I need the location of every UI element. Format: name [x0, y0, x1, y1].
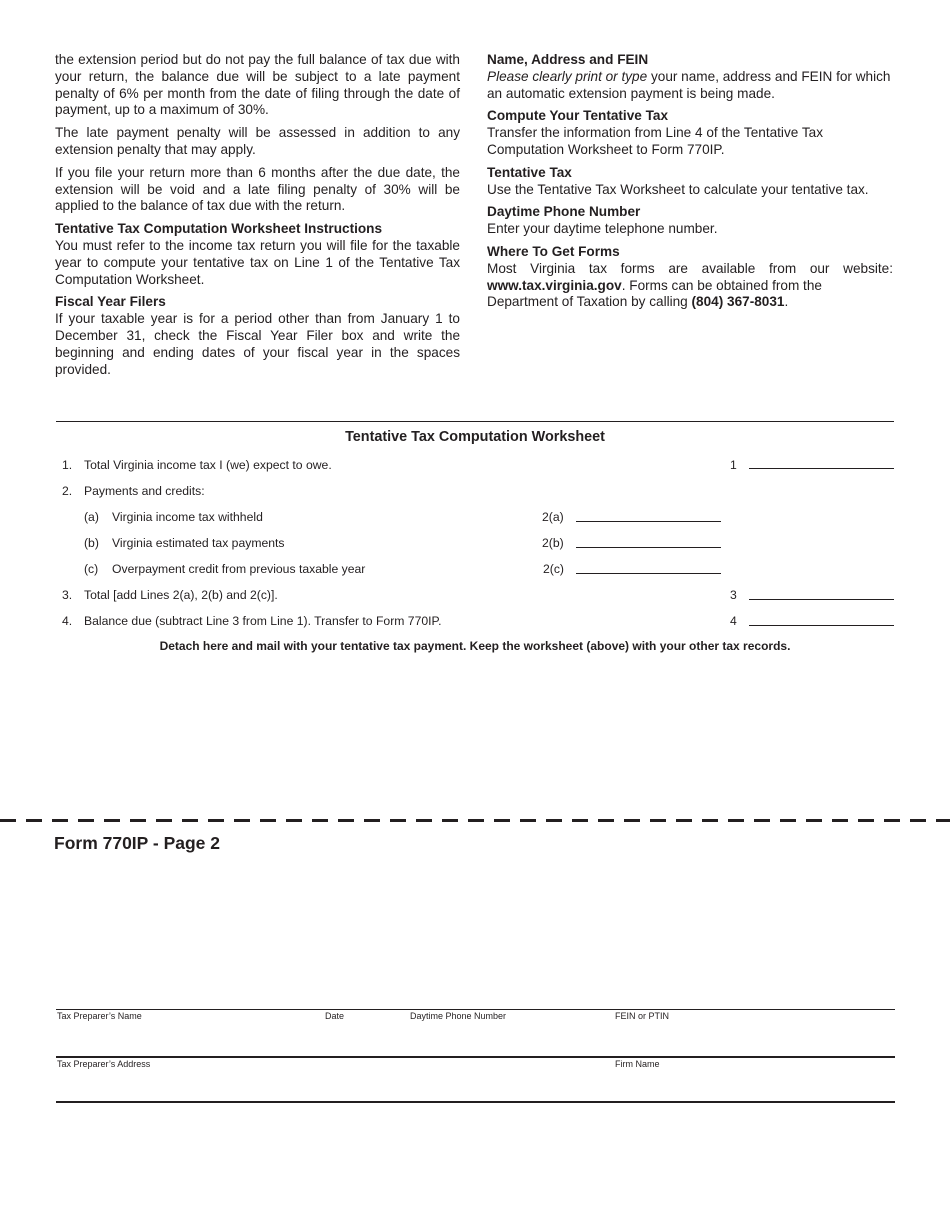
line2c-text: Overpayment credit from previous taxable year [112, 562, 366, 576]
preparer-fein-label: FEIN or PTIN [615, 1011, 670, 1021]
compute-tax-text: Transfer the information from Line 4 of the Tentative Tax Computation Worksheet to Form 770IP. [487, 125, 823, 157]
line4-text: Balance due (subtract Line 3 from Line 1). Transfer to Form 770IP. [84, 614, 442, 628]
compute-tax-heading: Compute Your Tentative Tax [487, 108, 669, 124]
get-forms-section [487, 244, 893, 311]
line1-text: Total Virginia income tax I (we) expect to owe. [84, 458, 332, 472]
line2a-entry-field[interactable] [576, 521, 721, 522]
worksheet-top-rule [56, 421, 894, 422]
detach-dashed-line [0, 819, 950, 822]
get-forms-heading: Where To Get Forms [487, 243, 620, 259]
line3-label: 3 [730, 588, 737, 602]
get-forms-text-end: . [784, 294, 789, 310]
line4-label: 4 [730, 614, 737, 628]
name-address-section [487, 52, 893, 102]
worksheet-instructions-text: You must refer to the income tax return you will file for the taxable year to compute your tentative tax on Line 1 of the Tentative Tax Computation Worksheet. [55, 237, 460, 287]
fiscal-year-section [55, 294, 460, 378]
preparer-address-row-field[interactable] [56, 1101, 895, 1103]
line2c-entry-field[interactable] [576, 573, 721, 574]
line2b-letter: (b) [84, 536, 99, 550]
worksheet-title: Tentative Tax Computation Worksheet [345, 429, 605, 445]
get-forms-text-line1: Most Virginia tax forms are available from our website: [487, 260, 893, 276]
name-address-italic-text: Please clearly print or type [487, 68, 648, 84]
preparer-phone-label: Daytime Phone Number [410, 1011, 507, 1021]
name-address-text: your name, address and FEIN for which an automatic extension payment is being made. [487, 68, 891, 101]
fiscal-year-heading: Fiscal Year Filers [55, 294, 166, 310]
late-filing-paragraph: If you file your return more than 6 months after the due date, the extension will be void and a late filing penalty of 30% will be applied to the balance of tax due with the return. [55, 164, 460, 214]
fiscal-year-text: If your taxable year is for a period other than from January 1 to December 31, check the Fiscal Year Filer box and write the beginning and ending dates of your fiscal year in the spaces provided. [55, 311, 460, 377]
line2-number: 2. [62, 484, 73, 498]
detach-instruction: Detach here and mail with your tentative tax payment. Keep the worksheet (above) with your other tax records. [159, 639, 791, 653]
line2a-label: 2(a) [542, 510, 564, 524]
preparer-address-label: Tax Preparer’s Address [57, 1059, 151, 1069]
get-forms-text: . Forms can be obtained from the Department of Taxation by calling [487, 277, 822, 310]
line2b-text: Virginia estimated tax payments [112, 536, 285, 550]
preparer-name-row-field[interactable] [56, 1056, 895, 1058]
line2c-letter: (c) [84, 562, 99, 576]
line2b-entry-field[interactable] [576, 547, 721, 548]
late-payment-paragraph: the extension period but do not pay the full balance of tax due with your return, the balance due will be subject to a late payment penalty of 6% per month from the date of filing through the date of payment, up to a maximum of 30%. [55, 52, 460, 118]
website-link[interactable]: www.tax.virginia.gov [487, 277, 622, 293]
name-address-heading: Name, Address and FEIN [487, 52, 649, 67]
right-instructions-column [487, 52, 893, 317]
line1-number: 1. [62, 458, 73, 472]
phone-text: Enter your daytime telephone number. [487, 221, 718, 237]
line2a-text: Virginia income tax withheld [112, 510, 263, 524]
phone-section [487, 204, 893, 238]
preparer-top-rule [56, 1009, 895, 1010]
compute-tax-section [487, 108, 893, 158]
line1-entry-field[interactable] [749, 468, 894, 469]
line3-entry-field[interactable] [749, 599, 894, 600]
firm-name-label: Firm Name [615, 1059, 660, 1069]
tentative-tax-section [487, 165, 893, 199]
line1-label: 1 [730, 458, 737, 472]
phone-heading: Daytime Phone Number [487, 204, 641, 220]
page-title: Form 770IP - Page 2 [54, 833, 221, 853]
line2a-letter: (a) [84, 510, 99, 524]
line3-number: 3. [62, 588, 73, 602]
worksheet-instructions-section [55, 221, 460, 288]
line4-entry-field[interactable] [749, 625, 894, 626]
line2c-label: 2(c) [543, 562, 564, 576]
line2b-label: 2(b) [542, 536, 564, 550]
line2-text: Payments and credits: [84, 484, 205, 498]
line4-number: 4. [62, 614, 73, 628]
preparer-date-label: Date [325, 1011, 345, 1021]
preparer-name-label: Tax Preparer’s Name [57, 1011, 142, 1021]
tentative-tax-text: Use the Tentative Tax Worksheet to calculate your tentative tax. [487, 181, 869, 197]
department-phone: (804) 367-8031 [691, 294, 785, 310]
penalty-paragraph: The late payment penalty will be assessed in addition to any extension penalty that may apply. [55, 125, 460, 157]
line3-text: Total [add Lines 2(a), 2(b) and 2(c)]. [84, 588, 278, 602]
worksheet-instructions-heading: Tentative Tax Computation Worksheet Instructions [55, 221, 383, 237]
tentative-tax-heading: Tentative Tax [487, 164, 572, 180]
left-instructions-column [55, 52, 460, 384]
